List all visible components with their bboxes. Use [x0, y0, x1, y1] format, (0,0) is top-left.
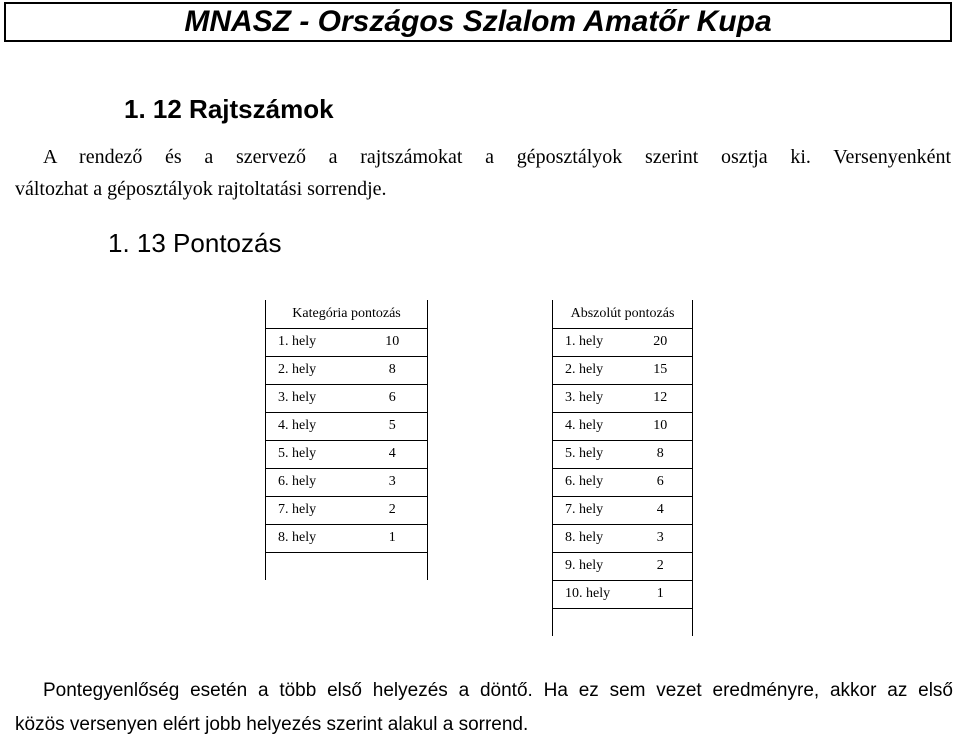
points-cell: 4 — [629, 496, 693, 524]
table-title: Abszolút pontozás — [553, 300, 693, 328]
points-cell: 10 — [629, 412, 693, 440]
table-row — [553, 468, 693, 496]
place-cell — [266, 552, 358, 580]
points-cell: 8 — [629, 440, 693, 468]
points-cell: 20 — [629, 328, 693, 356]
points-cell: 12 — [629, 384, 693, 412]
table-row — [553, 524, 693, 552]
place-cell: 7. hely — [266, 496, 358, 524]
rajtszamok-paragraph — [15, 141, 951, 205]
points-cell: 6 — [358, 384, 428, 412]
points-cell: 4 — [358, 440, 428, 468]
place-cell — [553, 608, 629, 636]
section-heading-pontozas: 1. 13 Pontozás — [108, 228, 282, 258]
table-row — [266, 328, 428, 356]
table-row — [553, 412, 693, 440]
place-cell: 6. hely — [266, 468, 358, 496]
place-cell: 8. hely — [553, 524, 629, 552]
place-cell: 5. hely — [553, 440, 629, 468]
table-row — [266, 524, 428, 552]
place-cell: 5. hely — [266, 440, 358, 468]
table-row — [553, 440, 693, 468]
table-row — [553, 328, 693, 356]
absolute-scoring-table — [552, 300, 693, 636]
points-cell: 1 — [358, 524, 428, 552]
section-heading-rajtszamok: 1. 12 Rajtszámok — [124, 94, 334, 124]
paragraph-line: közös versenyen elért jobb helyezés szerint alakul a sorrend. — [15, 714, 529, 735]
table-row — [266, 440, 428, 468]
points-cell: 10 — [358, 328, 428, 356]
category-scoring-table — [265, 300, 428, 580]
place-cell: 3. hely — [553, 384, 629, 412]
place-cell: 6. hely — [553, 468, 629, 496]
table-row — [266, 552, 428, 580]
table-title: Kategória pontozás — [266, 300, 428, 328]
place-cell: 9. hely — [553, 552, 629, 580]
table-row — [266, 384, 428, 412]
place-cell: 2. hely — [553, 356, 629, 384]
place-cell: 7. hely — [553, 496, 629, 524]
place-cell: 10. hely — [553, 580, 629, 608]
points-cell: 1 — [629, 580, 693, 608]
points-cell: 2 — [629, 552, 693, 580]
table-row — [266, 468, 428, 496]
table-row — [266, 356, 428, 384]
place-cell: 1. hely — [266, 328, 358, 356]
document-title: MNASZ - Országos Szlalom Amatőr Kupa — [184, 5, 772, 38]
table-row — [266, 412, 428, 440]
page-header — [4, 2, 952, 42]
table-row — [553, 384, 693, 412]
place-cell: 8. hely — [266, 524, 358, 552]
paragraph-line: változhat a géposztályok rajtoltatási sorrendje. — [15, 178, 387, 200]
table-row — [553, 552, 693, 580]
table-row — [553, 496, 693, 524]
table-row — [553, 608, 693, 636]
points-cell: 3 — [358, 468, 428, 496]
paragraph-line: Pontegyenlőség esetén a több első helyezés a döntő. Ha ez sem vezet eredményre, akkor az első — [43, 680, 953, 701]
place-cell: 4. hely — [266, 412, 358, 440]
points-cell — [629, 608, 693, 636]
points-cell: 3 — [629, 524, 693, 552]
tie-rule-paragraph — [15, 674, 953, 742]
paragraph-line: A rendező és a szervező a rajtszámokat a géposztályok szerint osztja ki. Versenyenként — [43, 146, 951, 168]
points-cell: 2 — [358, 496, 428, 524]
place-cell: 3. hely — [266, 384, 358, 412]
points-cell: 6 — [629, 468, 693, 496]
table-row — [553, 580, 693, 608]
points-cell — [358, 552, 428, 580]
points-cell: 15 — [629, 356, 693, 384]
table-row — [553, 356, 693, 384]
place-cell: 1. hely — [553, 328, 629, 356]
points-cell: 5 — [358, 412, 428, 440]
place-cell: 4. hely — [553, 412, 629, 440]
table-row — [266, 496, 428, 524]
place-cell: 2. hely — [266, 356, 358, 384]
points-cell: 8 — [358, 356, 428, 384]
